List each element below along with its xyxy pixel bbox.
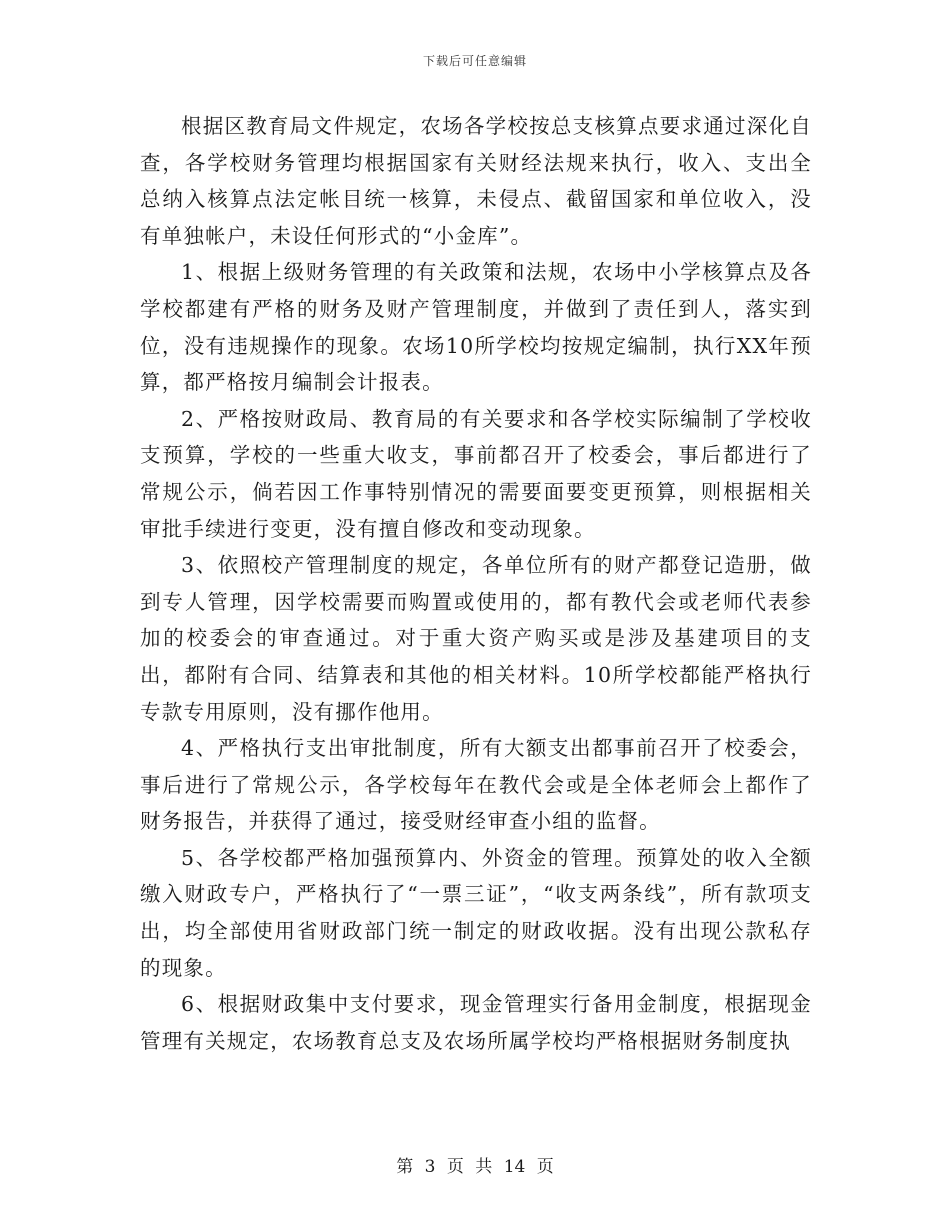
page-number-footer: 第 3 页 共 14 页 <box>396 1157 554 1177</box>
paragraph-item-6: 6、根据财政集中支付要求，现金管理实行备用金制度，根据现金管理有关规定，农场教育总支及农场所属学校均严格根据财务制度执 <box>140 992 812 1053</box>
paragraph-item-4: 4、严格执行支出审批制度，所有大额支出都事前召开了校委会，事后进行了常规公示，各学校每年在教代会或是全体老师会上都作了财务报告，并获得了通过，接受财经审查小组的监督。 <box>140 736 812 834</box>
paragraph-intro: 根据区教育局文件规定，农场各学校按总支核算点要求通过深化自查，各学校财务管理均根据国家有关财经法规来执行，收入、支出全总纳入核算点法定帐目统一核算，未侵点、截留国家和单位收入，没有单独帐户，未设任何形式的“小金库”。 <box>140 114 812 248</box>
page-header: 下载后可任意编辑 <box>422 54 527 68</box>
paragraph-item-3: 3、依照校产管理制度的规定，各单位所有的财产都登记造册，做到专人管理，因学校需要而购置或使用的，都有教代会或老师代表参加的校委会的审查通过。对于重大资产购买或是涉及基建项目的支出，都附有合同、结算表和其他的相关材料。10所学校都能严格执行专款专用原则，没有挪作他用。 <box>140 553 812 724</box>
paragraph-item-2: 2、严格按财政局、教育局的有关要求和各学校实际编制了学校收支预算，学校的一些重大收支，事前都召开了校委会，事后都进行了常规公示，倘若因工作事特别情况的需要面要变更预算，则根据相关审批手续进行变更，没有擅自修改和变动现象。 <box>140 406 812 541</box>
document-body <box>140 108 812 1059</box>
paragraph-item-5: 5、各学校都严格加强预算内、外资金的管理。预算处的收入全额缴入财政专户，严格执行了“一票三证”，“收支两条线”，所有款项支出，均全部使用省财政部门统一制定的财政收据。没有出现公款私存的现象。 <box>140 845 812 980</box>
paragraph-item-1: 1、根据上级财务管理的有关政策和法规，农场中小学核算点及各学校都建有严格的财务及财产管理制度，并做到了责任到人，落实到位，没有违规操作的现象。农场10所学校均按规定编制，执行XX年预算，都严格按月编制会计报表。 <box>140 260 812 395</box>
